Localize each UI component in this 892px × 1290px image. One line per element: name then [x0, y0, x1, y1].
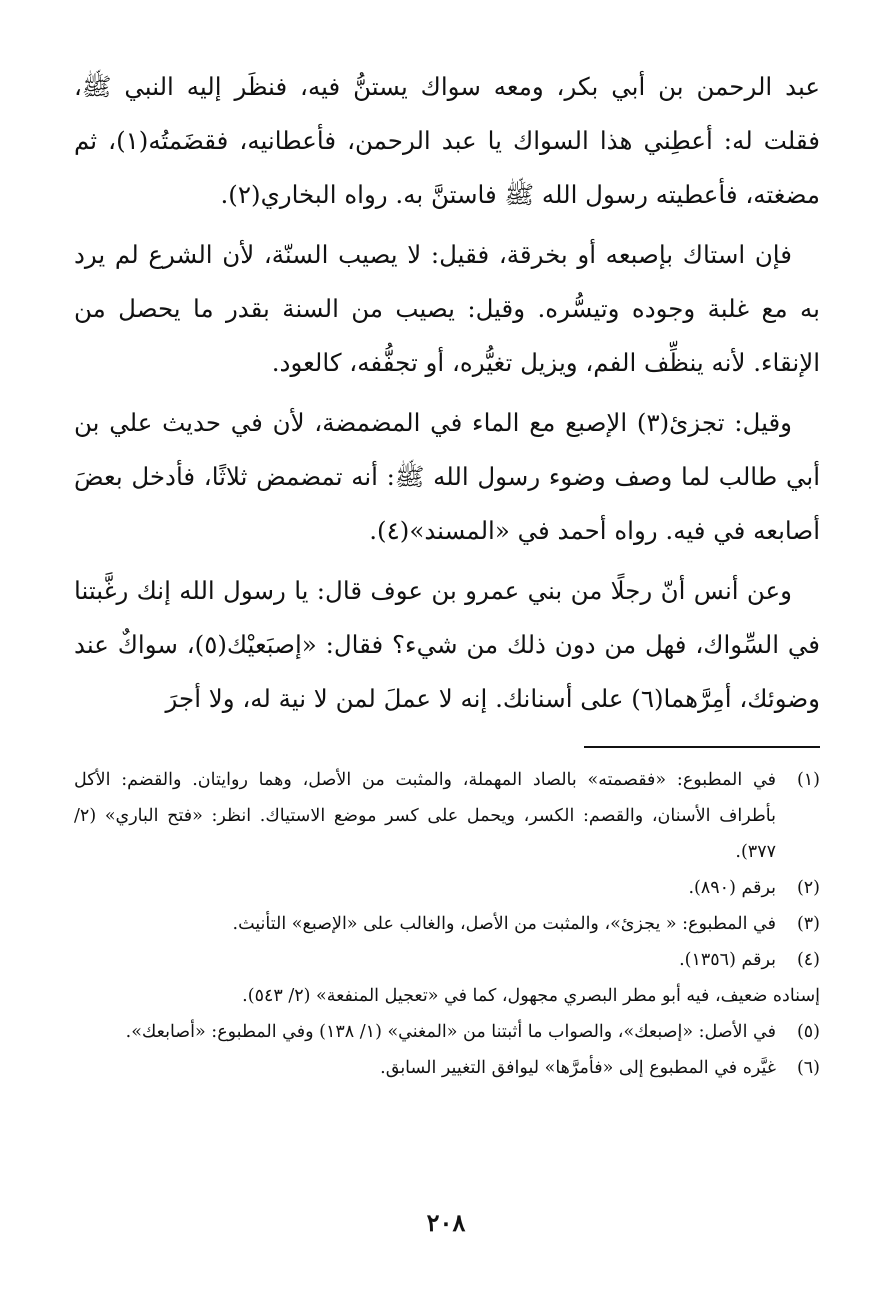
footnote-number: (٢)	[796, 878, 820, 898]
footnote-text: في المطبوع: « يجزئ»، والمثبت من الأصل، والغالب على «الإصبع» التأنيث.	[232, 914, 776, 934]
footnote-2	[74, 870, 820, 906]
footnote-number: (٤)	[796, 950, 820, 970]
footnote-5	[74, 1014, 820, 1050]
footnote-number: (٦)	[796, 1058, 820, 1078]
main-text	[74, 60, 820, 726]
paragraph-4: وعن أنس أنّ رجلًا من بني عمرو بن عوف قال: يا رسول الله إنك رغَّبتنا في السِّواك، فهل من دون ذلك من شيء؟ فقال: «إصبَعيْك(٥)، سواكٌ عند وضوئك، أمِرَّهما(٦) على أسنانك. إنه لا عملَ لمن لا نية له، ولا أجرَ	[74, 576, 820, 713]
footnote-6	[74, 1050, 820, 1086]
page-number: ٢٠٨	[426, 1208, 466, 1237]
paragraph-3: وقيل: تجزئ(٣) الإصبع مع الماء في المضمضة، لأن في حديث علي بن أبي طالب لما وصف وضوء رسول الله ﷺ: أنه تمضمض ثلاثًا، فأدخل بعضَ أصابعه في فيه. رواه أحمد في «المسند»(٤).	[74, 408, 820, 545]
footnote-number: (٥)	[796, 1022, 820, 1042]
footnote-text: في المطبوع: «فقصمته» بالصاد المهملة، والمثبت من الأصل، وهما روايتان. والقضم: الأكل بأطراف الأسنان، والقصم: الكسر، ويحمل على كسر موضع الاستياك. انظر: «فتح الباري» (٢/ ٣٧٧).	[74, 770, 776, 862]
footnotes	[74, 762, 820, 1086]
footnote-text: غيَّره في المطبوع إلى «فأمرَّها» ليوافق التغيير السابق.	[380, 1058, 776, 1078]
page	[74, 60, 820, 1086]
footnote-1	[74, 762, 820, 870]
footnote-divider	[584, 746, 820, 748]
footnote-text: برقم (١٣٥٦).	[679, 950, 776, 970]
footnote-4-continuation: إسناده ضعيف، فيه أبو مطر البصري مجهول، كما في «تعجيل المنفعة» (٢/ ٥٤٣).	[242, 986, 820, 1006]
footnote-number: (١)	[796, 770, 820, 790]
paragraph-2: فإن استاك بإصبعه أو بخرقة، فقيل: لا يصيب السنّة، لأن الشرع لم يرد به مع غلبة وجوده وتيسُّره. وقيل: يصيب من السنة بقدر ما يحصل من الإنقاء. لأنه ينظِّف الفم، ويزيل تغيُّره، أو تجفُّفه، كالعود.	[74, 240, 820, 377]
footnote-4	[74, 942, 820, 978]
paragraph-1: عبد الرحمن بن أبي بكر، ومعه سواك يستنُّ فيه، فنظَر إليه النبي ﷺ، فقلت له: أعطِني هذا السواك يا عبد الرحمن، فأعطانيه، فقضَمتُه(١)، ثم مضغته، فأعطيته رسول الله ﷺ فاستنَّ به. رواه البخاري(٢).	[74, 72, 820, 209]
footnote-number: (٣)	[796, 914, 820, 934]
footnote-text: برقم (٨٩٠).	[688, 878, 776, 898]
footnote-3	[74, 906, 820, 942]
footnote-text: في الأصل: «إصبعك»، والصواب ما أثبتنا من «المغني» (١/ ١٣٨) وفي المطبوع: «أصابعك».	[125, 1022, 776, 1042]
